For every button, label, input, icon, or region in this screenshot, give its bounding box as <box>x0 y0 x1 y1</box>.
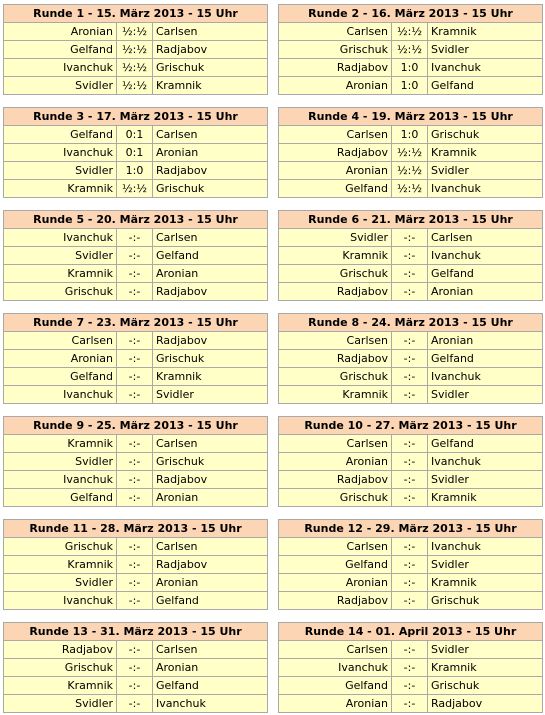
black-player: Aronian <box>153 574 268 592</box>
game-row <box>4 247 268 265</box>
white-player: Grischuk <box>4 538 117 556</box>
black-player: Radjabov <box>153 162 268 180</box>
round-title: Runde 1 - 15. März 2013 - 15 Uhr <box>4 5 268 23</box>
game-result: 1:0 <box>117 162 153 180</box>
white-player: Svidler <box>4 247 117 265</box>
game-result: ½:½ <box>392 41 428 59</box>
round-table <box>3 313 268 404</box>
white-player: Radjabov <box>279 592 392 610</box>
game-result: -:- <box>117 641 153 659</box>
black-player: Radjabov <box>153 471 268 489</box>
black-player: Aronian <box>153 489 268 507</box>
game-result: -:- <box>392 229 428 247</box>
round-table <box>3 519 268 610</box>
game-result: ½:½ <box>117 59 153 77</box>
white-player: Gelfand <box>4 126 117 144</box>
round-table <box>278 519 543 610</box>
round-table <box>3 416 268 507</box>
white-player: Kramnik <box>4 677 117 695</box>
black-player: Gelfand <box>428 265 543 283</box>
game-row <box>4 386 268 404</box>
game-row <box>279 386 543 404</box>
game-result: -:- <box>392 283 428 301</box>
black-player: Aronian <box>153 265 268 283</box>
game-result: -:- <box>117 453 153 471</box>
game-row <box>279 77 543 95</box>
white-player: Radjabov <box>279 59 392 77</box>
black-player: Radjabov <box>153 283 268 301</box>
black-player: Grischuk <box>428 126 543 144</box>
game-result: -:- <box>392 453 428 471</box>
black-player: Ivanchuk <box>428 59 543 77</box>
game-row <box>4 180 268 198</box>
game-result: -:- <box>392 677 428 695</box>
game-result: -:- <box>117 695 153 713</box>
game-result: -:- <box>117 659 153 677</box>
round-table <box>278 4 543 95</box>
game-result: -:- <box>117 386 153 404</box>
white-player: Grischuk <box>4 659 117 677</box>
game-result: -:- <box>117 332 153 350</box>
game-row <box>4 695 268 713</box>
game-result: -:- <box>392 471 428 489</box>
game-row <box>4 556 268 574</box>
black-player: Ivanchuk <box>428 538 543 556</box>
white-player: Carlsen <box>4 332 117 350</box>
white-player: Radjabov <box>4 641 117 659</box>
game-row <box>279 641 543 659</box>
game-result: -:- <box>392 489 428 507</box>
white-player: Aronian <box>279 574 392 592</box>
white-player: Aronian <box>279 695 392 713</box>
black-player: Aronian <box>428 332 543 350</box>
game-result: -:- <box>117 435 153 453</box>
round-title: Runde 8 - 24. März 2013 - 15 Uhr <box>279 314 543 332</box>
game-row <box>4 641 268 659</box>
white-player: Aronian <box>279 162 392 180</box>
game-result: 0:1 <box>117 144 153 162</box>
game-result: -:- <box>392 641 428 659</box>
round-table <box>3 622 268 713</box>
black-player: Ivanchuk <box>428 453 543 471</box>
game-row <box>279 332 543 350</box>
black-player: Gelfand <box>153 247 268 265</box>
black-player: Grischuk <box>153 180 268 198</box>
game-result: ½:½ <box>117 77 153 95</box>
white-player: Kramnik <box>4 435 117 453</box>
white-player: Grischuk <box>4 283 117 301</box>
black-player: Kramnik <box>153 77 268 95</box>
white-player: Svidler <box>4 574 117 592</box>
game-result: -:- <box>117 350 153 368</box>
round-title: Runde 2 - 16. März 2013 - 15 Uhr <box>279 5 543 23</box>
game-result: ½:½ <box>392 180 428 198</box>
white-player: Gelfand <box>279 180 392 198</box>
black-player: Grischuk <box>153 350 268 368</box>
black-player: Kramnik <box>428 23 543 41</box>
game-row <box>279 368 543 386</box>
game-row <box>279 489 543 507</box>
game-row <box>279 23 543 41</box>
round-title: Runde 14 - 01. April 2013 - 15 Uhr <box>279 623 543 641</box>
game-row <box>279 695 543 713</box>
black-player: Kramnik <box>428 659 543 677</box>
game-result: -:- <box>392 592 428 610</box>
game-row <box>279 283 543 301</box>
game-row <box>4 41 268 59</box>
black-player: Svidler <box>428 641 543 659</box>
white-player: Kramnik <box>4 265 117 283</box>
white-player: Grischuk <box>279 368 392 386</box>
game-row <box>4 162 268 180</box>
game-result: -:- <box>117 471 153 489</box>
white-player: Gelfand <box>4 368 117 386</box>
game-row <box>279 677 543 695</box>
white-player: Grischuk <box>279 265 392 283</box>
black-player: Aronian <box>428 283 543 301</box>
game-row <box>279 144 543 162</box>
game-result: 1:0 <box>392 59 428 77</box>
black-player: Gelfand <box>153 677 268 695</box>
white-player: Kramnik <box>4 180 117 198</box>
game-row <box>4 489 268 507</box>
white-player: Svidler <box>4 695 117 713</box>
game-result: -:- <box>392 574 428 592</box>
black-player: Svidler <box>428 556 543 574</box>
white-player: Gelfand <box>4 41 117 59</box>
game-row <box>4 435 268 453</box>
white-player: Grischuk <box>279 41 392 59</box>
black-player: Ivanchuk <box>428 368 543 386</box>
white-player: Kramnik <box>4 556 117 574</box>
black-player: Gelfand <box>428 350 543 368</box>
game-result: -:- <box>392 538 428 556</box>
round-title: Runde 13 - 31. März 2013 - 15 Uhr <box>4 623 268 641</box>
white-player: Svidler <box>4 162 117 180</box>
game-row <box>279 435 543 453</box>
game-result: -:- <box>117 265 153 283</box>
game-result: -:- <box>392 247 428 265</box>
black-player: Carlsen <box>153 23 268 41</box>
round-title: Runde 5 - 20. März 2013 - 15 Uhr <box>4 211 268 229</box>
round-table <box>3 107 268 198</box>
game-result: -:- <box>117 489 153 507</box>
round-title: Runde 12 - 29. März 2013 - 15 Uhr <box>279 520 543 538</box>
round-table <box>278 210 543 301</box>
game-result: -:- <box>117 283 153 301</box>
game-row <box>279 59 543 77</box>
white-player: Kramnik <box>279 247 392 265</box>
game-result: ½:½ <box>117 23 153 41</box>
round-title: Runde 9 - 25. März 2013 - 15 Uhr <box>4 417 268 435</box>
game-row <box>4 659 268 677</box>
round-table <box>278 313 543 404</box>
black-player: Radjabov <box>153 41 268 59</box>
game-row <box>279 453 543 471</box>
game-row <box>4 574 268 592</box>
game-row <box>4 144 268 162</box>
white-player: Radjabov <box>279 350 392 368</box>
round-title: Runde 6 - 21. März 2013 - 15 Uhr <box>279 211 543 229</box>
white-player: Carlsen <box>279 126 392 144</box>
white-player: Aronian <box>4 23 117 41</box>
game-result: -:- <box>117 229 153 247</box>
white-player: Gelfand <box>279 677 392 695</box>
game-result: ½:½ <box>392 23 428 41</box>
game-row <box>279 592 543 610</box>
game-row <box>4 350 268 368</box>
game-row <box>4 229 268 247</box>
round-table <box>278 622 543 713</box>
black-player: Svidler <box>153 386 268 404</box>
round-table <box>3 4 268 95</box>
black-player: Grischuk <box>153 59 268 77</box>
white-player: Aronian <box>279 453 392 471</box>
black-player: Kramnik <box>428 144 543 162</box>
round-table <box>3 210 268 301</box>
game-row <box>279 162 543 180</box>
black-player: Carlsen <box>153 435 268 453</box>
round-title: Runde 11 - 28. März 2013 - 15 Uhr <box>4 520 268 538</box>
game-row <box>279 659 543 677</box>
game-result: ½:½ <box>117 180 153 198</box>
black-player: Ivanchuk <box>153 695 268 713</box>
white-player: Gelfand <box>4 489 117 507</box>
game-result: -:- <box>117 574 153 592</box>
black-player: Svidler <box>428 162 543 180</box>
black-player: Carlsen <box>153 538 268 556</box>
game-result: -:- <box>392 350 428 368</box>
white-player: Gelfand <box>279 556 392 574</box>
game-row <box>4 471 268 489</box>
game-result: -:- <box>117 538 153 556</box>
black-player: Carlsen <box>153 641 268 659</box>
black-player: Carlsen <box>153 229 268 247</box>
white-player: Grischuk <box>279 489 392 507</box>
game-row <box>4 126 268 144</box>
game-row <box>279 229 543 247</box>
game-result: 1:0 <box>392 126 428 144</box>
black-player: Svidler <box>428 41 543 59</box>
round-table <box>278 107 543 198</box>
game-row <box>279 180 543 198</box>
game-row <box>4 368 268 386</box>
black-player: Gelfand <box>153 592 268 610</box>
black-player: Radjabov <box>153 556 268 574</box>
game-result: ½:½ <box>117 41 153 59</box>
black-player: Aronian <box>153 659 268 677</box>
black-player: Ivanchuk <box>428 180 543 198</box>
game-row <box>279 350 543 368</box>
game-row <box>279 265 543 283</box>
game-result: -:- <box>117 247 153 265</box>
game-result: -:- <box>392 265 428 283</box>
white-player: Radjabov <box>279 144 392 162</box>
black-player: Gelfand <box>428 77 543 95</box>
game-result: -:- <box>117 592 153 610</box>
round-title: Runde 4 - 19. März 2013 - 15 Uhr <box>279 108 543 126</box>
white-player: Carlsen <box>279 538 392 556</box>
game-result: -:- <box>392 695 428 713</box>
game-result: -:- <box>392 556 428 574</box>
white-player: Radjabov <box>279 471 392 489</box>
white-player: Ivanchuk <box>279 659 392 677</box>
game-row <box>4 677 268 695</box>
game-row <box>4 592 268 610</box>
game-result: ½:½ <box>392 162 428 180</box>
game-row <box>4 453 268 471</box>
black-player: Aronian <box>153 144 268 162</box>
round-title: Runde 10 - 27. März 2013 - 15 Uhr <box>279 417 543 435</box>
white-player: Ivanchuk <box>4 59 117 77</box>
game-result: 0:1 <box>117 126 153 144</box>
game-result: ½:½ <box>392 144 428 162</box>
white-player: Carlsen <box>279 332 392 350</box>
game-row <box>279 556 543 574</box>
white-player: Ivanchuk <box>4 144 117 162</box>
white-player: Kramnik <box>279 386 392 404</box>
white-player: Ivanchuk <box>4 592 117 610</box>
game-row <box>279 574 543 592</box>
black-player: Kramnik <box>428 489 543 507</box>
black-player: Kramnik <box>428 574 543 592</box>
white-player: Svidler <box>4 453 117 471</box>
game-row <box>4 77 268 95</box>
white-player: Radjabov <box>279 283 392 301</box>
black-player: Kramnik <box>153 368 268 386</box>
white-player: Carlsen <box>279 641 392 659</box>
black-player: Grischuk <box>428 592 543 610</box>
game-result: -:- <box>392 368 428 386</box>
black-player: Gelfand <box>428 435 543 453</box>
black-player: Radjabov <box>428 695 543 713</box>
black-player: Svidler <box>428 386 543 404</box>
white-player: Ivanchuk <box>4 229 117 247</box>
game-result: -:- <box>117 556 153 574</box>
black-player: Grischuk <box>428 677 543 695</box>
black-player: Svidler <box>428 471 543 489</box>
white-player: Carlsen <box>279 435 392 453</box>
black-player: Carlsen <box>153 126 268 144</box>
game-result: -:- <box>392 332 428 350</box>
game-row <box>279 538 543 556</box>
white-player: Ivanchuk <box>4 386 117 404</box>
white-player: Ivanchuk <box>4 471 117 489</box>
white-player: Svidler <box>279 229 392 247</box>
game-row <box>4 283 268 301</box>
game-row <box>279 126 543 144</box>
white-player: Svidler <box>4 77 117 95</box>
game-result: -:- <box>392 659 428 677</box>
game-row <box>279 247 543 265</box>
game-row <box>4 538 268 556</box>
white-player: Carlsen <box>279 23 392 41</box>
round-title: Runde 3 - 17. März 2013 - 15 Uhr <box>4 108 268 126</box>
round-title: Runde 7 - 23. März 2013 - 15 Uhr <box>4 314 268 332</box>
black-player: Carlsen <box>428 229 543 247</box>
game-row <box>4 332 268 350</box>
game-row <box>279 471 543 489</box>
black-player: Ivanchuk <box>428 247 543 265</box>
game-row <box>4 23 268 41</box>
game-result: -:- <box>117 677 153 695</box>
game-result: 1:0 <box>392 77 428 95</box>
game-row <box>4 59 268 77</box>
game-result: -:- <box>392 386 428 404</box>
game-row <box>4 265 268 283</box>
game-row <box>279 41 543 59</box>
game-result: -:- <box>392 435 428 453</box>
white-player: Aronian <box>4 350 117 368</box>
game-result: -:- <box>117 368 153 386</box>
round-table <box>278 416 543 507</box>
black-player: Grischuk <box>153 453 268 471</box>
black-player: Radjabov <box>153 332 268 350</box>
white-player: Aronian <box>279 77 392 95</box>
